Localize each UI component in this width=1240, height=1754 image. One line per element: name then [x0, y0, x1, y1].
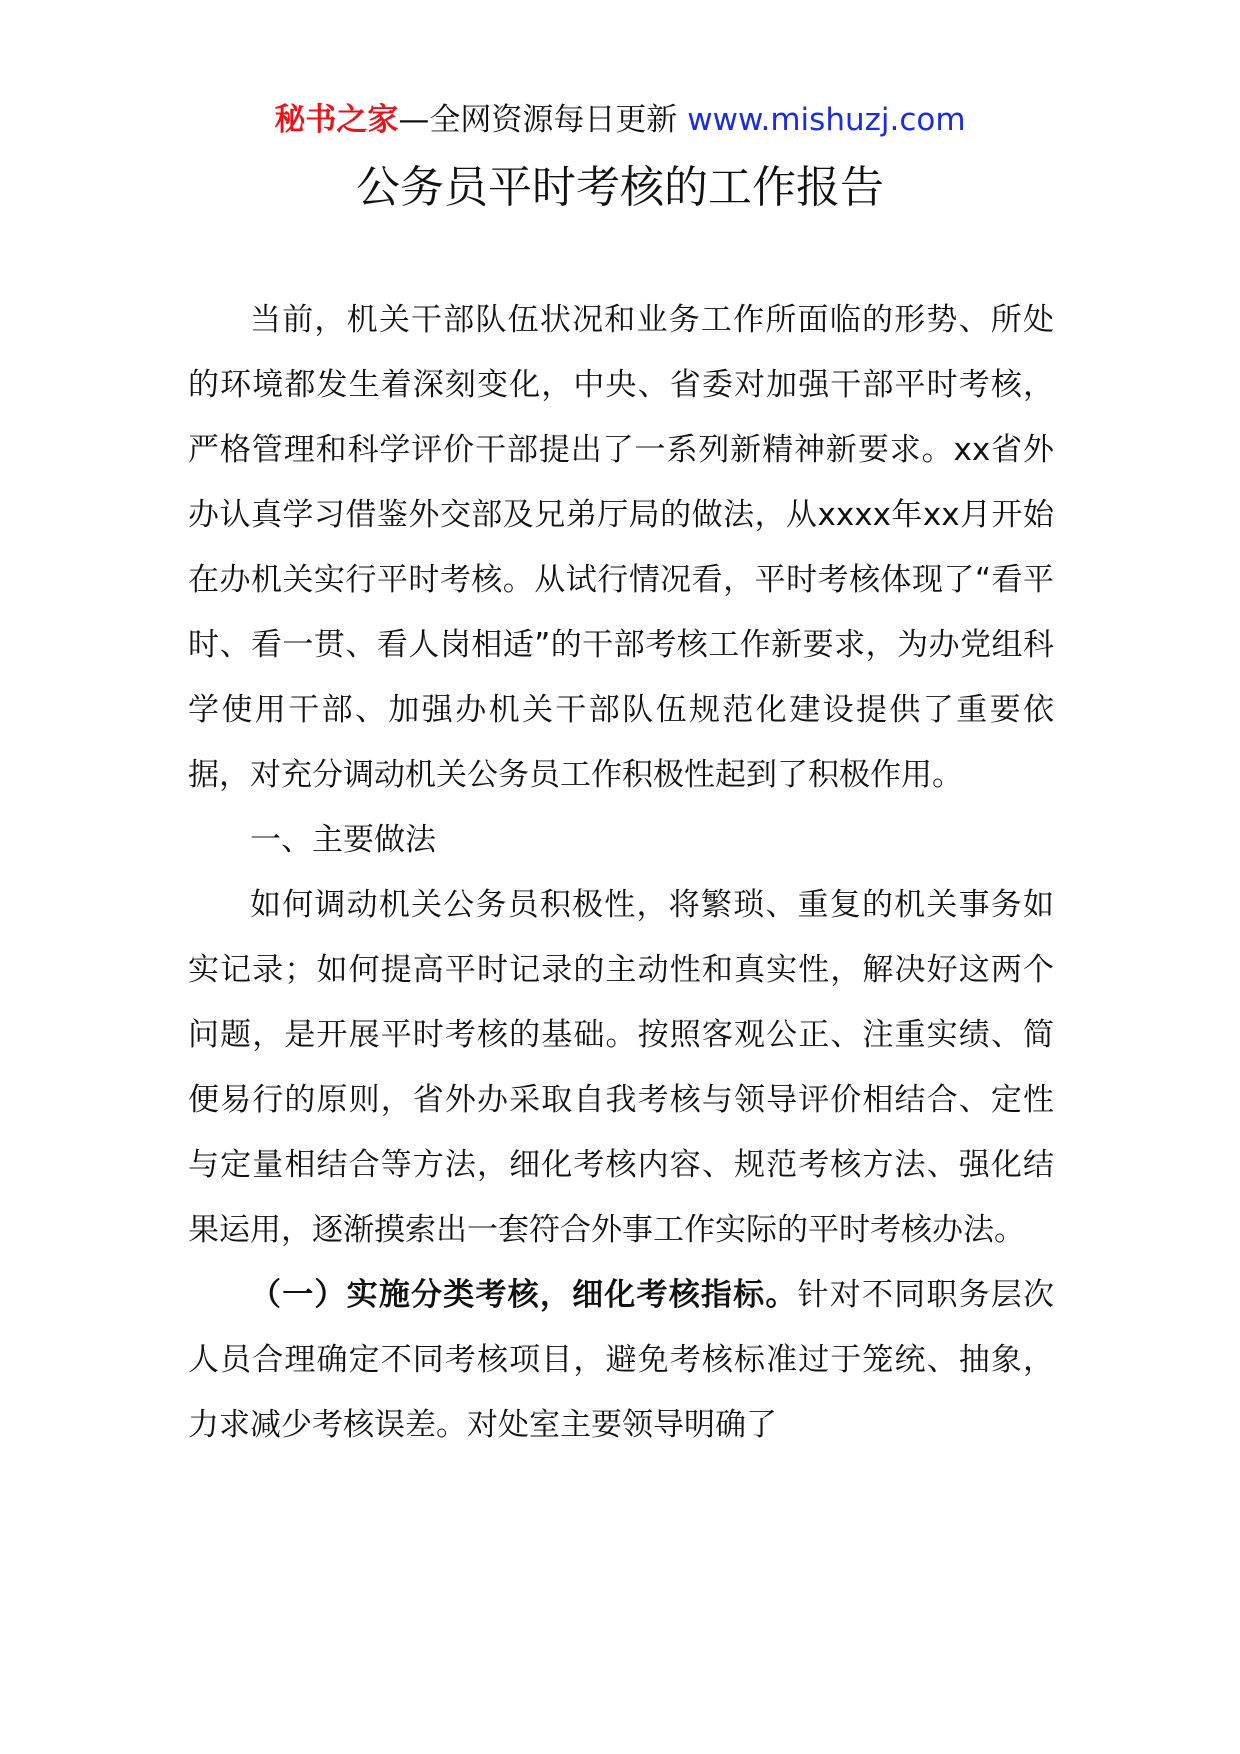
document-body — [188, 288, 1054, 1458]
section-one-text: 针对不同职务层次人员合理确定不同考核项目，避免考核标准过于笼统、抽象，力求减少考核误差。对处室主要领导明确了 — [188, 1277, 1055, 1443]
document-title: 公务员平时考核的工作报告 — [356, 162, 884, 213]
section-heading-main-practices: 一、主要做法 — [250, 822, 436, 858]
paragraph-section-one — [188, 1263, 1054, 1458]
paragraph-practices: 如何调动机关公务员积极性，将繁琐、重复的机关事务如实记录；如何提高平时记录的主动性和真实性，解决好这两个问题，是开展平时考核的基础。按照客观公正、注重实绩、简便易行的原则，省外办采取自我考核与领导评价相结合、定性与定量相结合等方法，细化考核内容、规范考核方法、强化结果运用，逐渐摸索出一套符合外事工作实际的平时考核办法。 — [188, 887, 1054, 1248]
section-one-heading: （一）实施分类考核，细化考核指标。 — [250, 1277, 798, 1313]
site-brand: 秘书之家 — [274, 102, 399, 138]
site-url-link[interactable]: www.mishuzj.com — [687, 102, 966, 138]
site-header — [0, 100, 1240, 140]
site-slogan: —全网资源每日更新 — [398, 102, 688, 138]
paragraph-intro: 当前，机关干部队伍状况和业务工作所面临的形势、所处的环境都发生着深刻变化，中央、省委对加强干部平时考核，严格管理和科学评价干部提出了一系列新精神新要求。xx省外办认真学习借鉴外交部及兄弟厅局的做法，从xxxx年xx月开始在办机关实行平时考核。从试行情况看，平时考核体现了“看平时、看一贯、看人岗相适”的干部考核工作新要求，为办党组科学使用干部、加强办机关干部队伍规范化建设提供了重要依据，对充分调动机关公务员工作积极性起到了积极作用。 — [188, 302, 1054, 793]
